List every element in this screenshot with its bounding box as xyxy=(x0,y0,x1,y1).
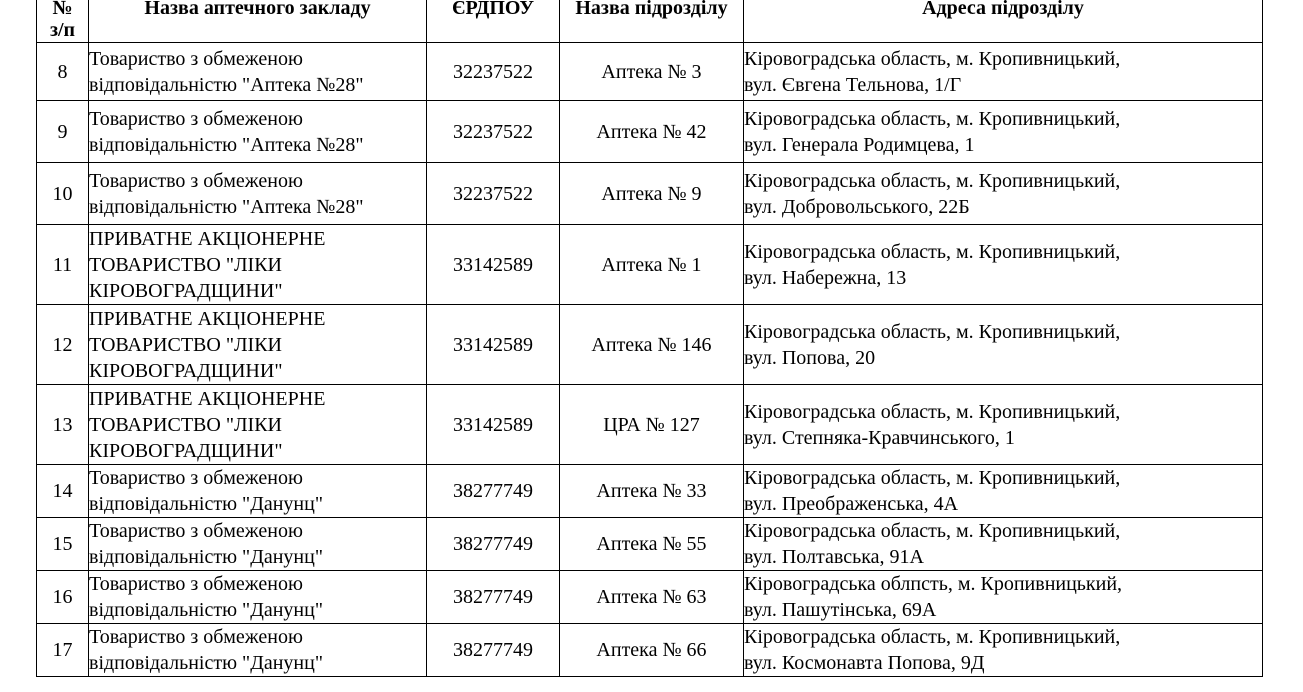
address-line: Кіровоградська область, м. Кропивницький, xyxy=(744,107,1121,130)
address-line: вул. Полтавська, 91А xyxy=(744,546,924,568)
row-number: 9 xyxy=(37,101,89,163)
subdivision-name: Аптека № 146 xyxy=(560,305,744,385)
subdivision-name: Аптека № 66 xyxy=(560,624,744,677)
pharmacy-name-line: відповідальністю "Аптека №28" xyxy=(89,73,364,96)
address-line: вул. Космонавта Попова, 9Д xyxy=(744,652,985,674)
table-row xyxy=(37,225,1263,305)
pharmacy-name-line: Товариство з обмеженою xyxy=(89,573,303,595)
table-row xyxy=(37,385,1263,465)
subdivision-name: ЦРА № 127 xyxy=(560,385,744,465)
subdivision-address xyxy=(744,163,1263,225)
table-row xyxy=(37,571,1263,624)
address-line: вул. Пашутінська, 69А xyxy=(744,599,937,621)
pharmacy-name-line: відповідальністю "Данунц" xyxy=(89,652,323,674)
subdivision-name: Аптека № 55 xyxy=(560,518,744,571)
address-line: Кіровоградська область, м. Кропивницький, xyxy=(744,520,1121,542)
edrpou-code: 33142589 xyxy=(427,305,560,385)
address-line: вул. Преображенська, 4А xyxy=(744,493,959,515)
row-number: 8 xyxy=(37,43,89,101)
table-row xyxy=(37,43,1263,101)
pharmacy-name-line: КІРОВОГРАДЩИНИ" xyxy=(89,279,283,302)
pharmacy-name-line: Товариство з обмеженою xyxy=(89,467,303,489)
edrpou-code: 38277749 xyxy=(427,571,560,624)
address-line: Кіровоградська область, м. Кропивницький, xyxy=(744,626,1121,648)
subdivision-address xyxy=(744,465,1263,518)
header-code: ЄРДПОУ xyxy=(427,0,560,43)
row-number: 16 xyxy=(37,571,89,624)
row-number: 17 xyxy=(37,624,89,677)
table-row xyxy=(37,465,1263,518)
edrpou-code: 38277749 xyxy=(427,518,560,571)
address-line: вул. Євгена Тельнова, 1/Г xyxy=(744,73,962,96)
subdivision-name: Аптека № 1 xyxy=(560,225,744,305)
header-number-line1: № xyxy=(52,0,73,19)
pharmacy-name-line: відповідальністю "Аптека №28" xyxy=(89,195,364,218)
pharmacy-name xyxy=(89,465,427,518)
pharmacy-name-line: Товариство з обмеженою xyxy=(89,520,303,542)
subdivision-name: Аптека № 63 xyxy=(560,571,744,624)
address-line: вул. Генерала Родимцева, 1 xyxy=(744,133,975,156)
pharmacy-name xyxy=(89,43,427,101)
pharmacy-name-line: відповідальністю "Аптека №28" xyxy=(89,133,364,156)
row-number: 13 xyxy=(37,385,89,465)
subdivision-address xyxy=(744,305,1263,385)
subdivision-address xyxy=(744,225,1263,305)
pharmacy-name-line: відповідальністю "Данунц" xyxy=(89,599,323,621)
subdivision-address xyxy=(744,385,1263,465)
header-number-line2: з/п xyxy=(49,19,76,41)
table-row xyxy=(37,163,1263,225)
table-row xyxy=(37,305,1263,385)
address-line: Кіровоградська область, м. Кропивницький, xyxy=(744,169,1121,192)
row-number: 12 xyxy=(37,305,89,385)
edrpou-code: 38277749 xyxy=(427,465,560,518)
pharmacy-name-line: відповідальністю "Данунц" xyxy=(89,546,323,568)
pharmacy-name-line: КІРОВОГРАДЩИНИ" xyxy=(89,439,283,462)
table-row xyxy=(37,101,1263,163)
pharmacy-name xyxy=(89,225,427,305)
pharmacy-name-line: КІРОВОГРАДЩИНИ" xyxy=(89,359,283,382)
pharmacy-name-line: Товариство з обмеженою xyxy=(89,169,303,192)
row-number: 14 xyxy=(37,465,89,518)
subdivision-address xyxy=(744,571,1263,624)
table-body xyxy=(37,43,1263,677)
table-row xyxy=(37,624,1263,677)
pharmacy-name-line: ПРИВАТНЕ АКЦІОНЕРНЕ xyxy=(89,227,326,250)
header-row xyxy=(37,0,1263,43)
pharmacy-name-line: ТОВАРИСТВО "ЛІКИ xyxy=(89,253,282,276)
edrpou-code: 32237522 xyxy=(427,163,560,225)
pharmacy-name xyxy=(89,571,427,624)
row-number: 10 xyxy=(37,163,89,225)
table-row xyxy=(37,518,1263,571)
pharmacy-name xyxy=(89,101,427,163)
header-name: Назва аптечного закладу xyxy=(89,0,427,43)
address-line: Кіровоградська область, м. Кропивницький, xyxy=(744,47,1121,70)
subdivision-address xyxy=(744,43,1263,101)
edrpou-code: 33142589 xyxy=(427,385,560,465)
pharmacy-name-line: ПРИВАТНЕ АКЦІОНЕРНЕ xyxy=(89,307,326,330)
pharmacy-name-line: Товариство з обмеженою xyxy=(89,626,303,648)
address-line: Кіровоградська область, м. Кропивницький, xyxy=(744,320,1121,343)
header-address: Адреса підрозділу xyxy=(744,0,1263,43)
pharmacy-table xyxy=(36,0,1263,677)
edrpou-code: 38277749 xyxy=(427,624,560,677)
subdivision-name: Аптека № 33 xyxy=(560,465,744,518)
address-line: вул. Набережна, 13 xyxy=(744,266,907,289)
row-number: 11 xyxy=(37,225,89,305)
pharmacy-name-line: відповідальністю "Данунц" xyxy=(89,493,323,515)
subdivision-address xyxy=(744,518,1263,571)
edrpou-code: 33142589 xyxy=(427,225,560,305)
header-number xyxy=(37,0,89,43)
pharmacy-name xyxy=(89,624,427,677)
address-line: Кіровоградська облпсть, м. Кропивницький, xyxy=(744,573,1123,595)
address-line: вул. Добровольського, 22Б xyxy=(744,195,970,218)
subdivision-name: Аптека № 9 xyxy=(560,163,744,225)
pharmacy-name-line: ТОВАРИСТВО "ЛІКИ xyxy=(89,413,282,436)
pharmacy-name xyxy=(89,163,427,225)
pharmacy-name-line: ТОВАРИСТВО "ЛІКИ xyxy=(89,333,282,356)
subdivision-address xyxy=(744,101,1263,163)
address-line: вул. Степняка-Кравчинського, 1 xyxy=(744,426,1015,449)
pharmacy-name xyxy=(89,305,427,385)
pharmacy-name xyxy=(89,385,427,465)
subdivision-name: Аптека № 3 xyxy=(560,43,744,101)
address-line: Кіровоградська область, м. Кропивницький, xyxy=(744,467,1121,489)
pharmacy-name-line: ПРИВАТНЕ АКЦІОНЕРНЕ xyxy=(89,387,326,410)
table-header xyxy=(37,0,1263,43)
address-line: вул. Попова, 20 xyxy=(744,346,876,369)
pharmacy-name-line: Товариство з обмеженою xyxy=(89,107,303,130)
row-number: 15 xyxy=(37,518,89,571)
subdivision-name: Аптека № 42 xyxy=(560,101,744,163)
subdivision-address xyxy=(744,624,1263,677)
header-subdivision: Назва підрозділу xyxy=(560,0,744,43)
pharmacy-name-line: Товариство з обмеженою xyxy=(89,47,303,70)
pharmacy-name xyxy=(89,518,427,571)
edrpou-code: 32237522 xyxy=(427,101,560,163)
edrpou-code: 32237522 xyxy=(427,43,560,101)
address-line: Кіровоградська область, м. Кропивницький, xyxy=(744,400,1121,423)
address-line: Кіровоградська область, м. Кропивницький, xyxy=(744,240,1121,263)
